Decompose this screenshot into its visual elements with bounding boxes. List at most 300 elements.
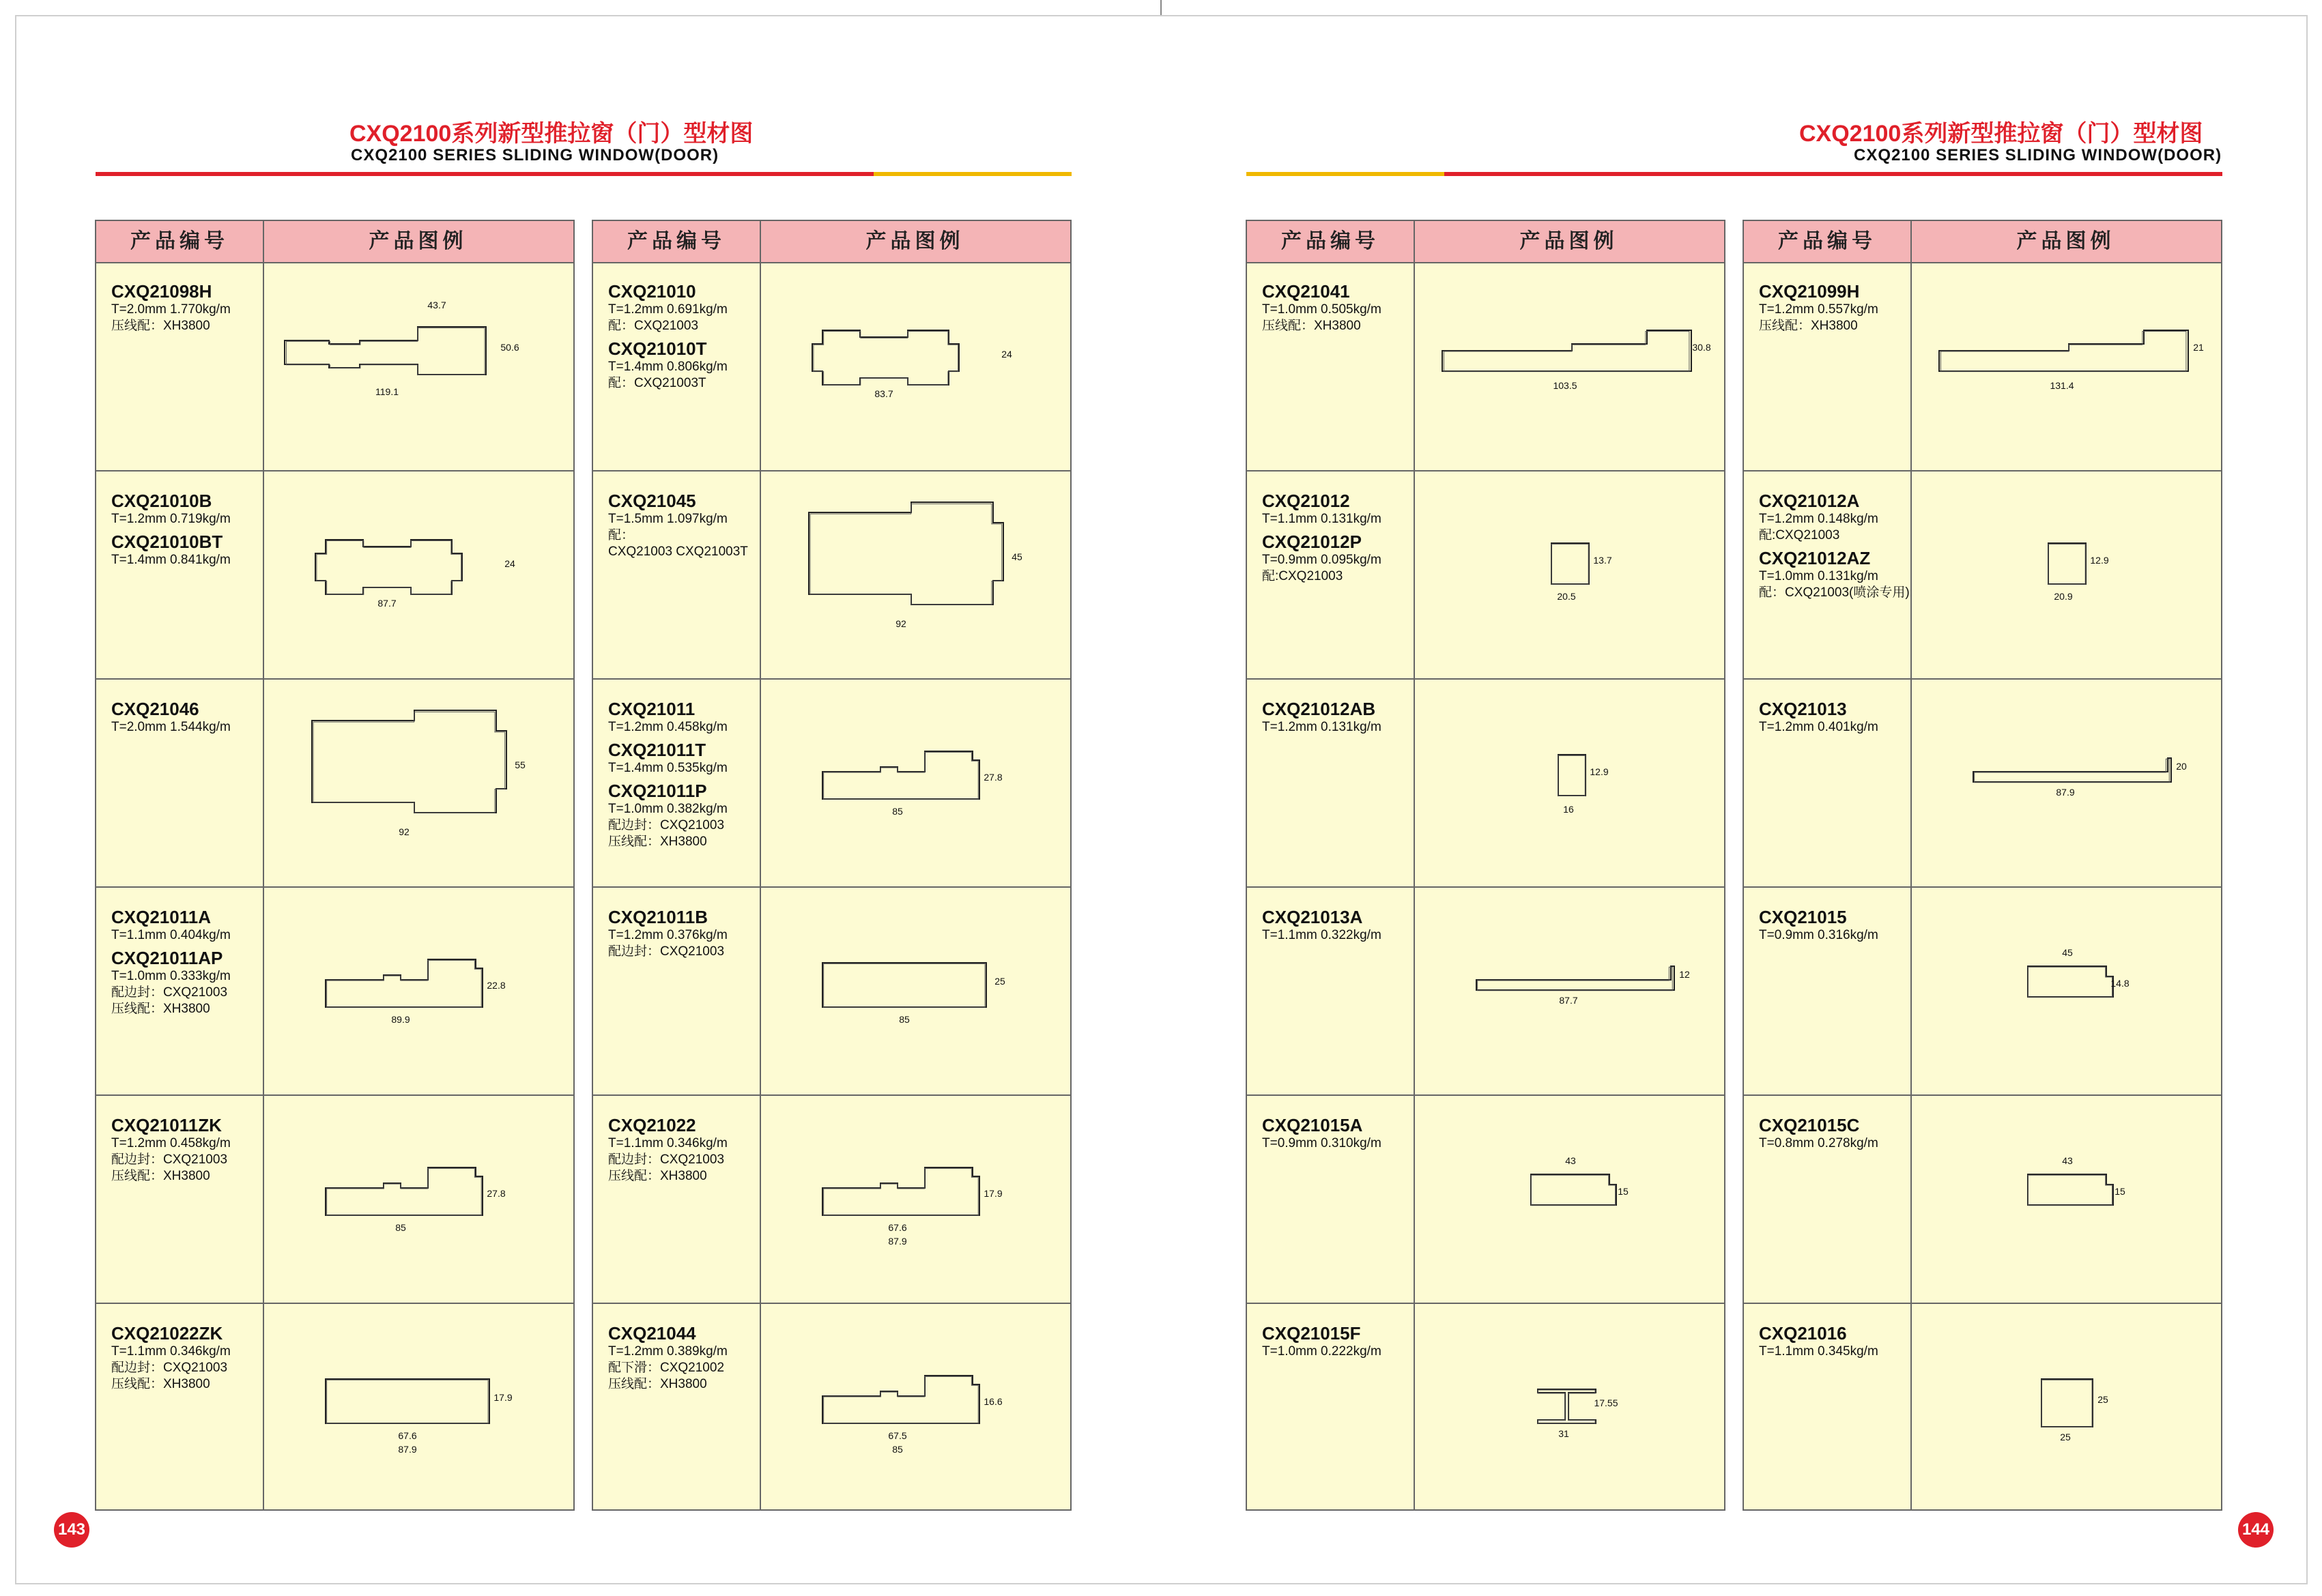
product-spec: 压线配：XH3800 xyxy=(1759,319,1858,333)
dimension-label: 24 xyxy=(1001,349,1012,360)
table-row xyxy=(1744,470,2221,678)
product-code: CXQ21011ZK xyxy=(111,1115,222,1135)
product-code: CXQ21012AZ xyxy=(1759,548,1871,568)
profile-inner-outline xyxy=(2048,544,2085,584)
header-product-code: 产品编号 xyxy=(130,230,229,252)
profile-drawing xyxy=(1415,471,1725,678)
title-underline-red xyxy=(1444,172,2222,176)
header-product-drawing: 产品图例 xyxy=(865,230,964,252)
profile-outline xyxy=(315,540,462,594)
profile-drawing xyxy=(761,1096,1072,1302)
product-spec: 配边封：CXQ21003 xyxy=(608,818,725,832)
header-product-drawing: 产品图例 xyxy=(2016,230,2115,252)
profile-inner-outline xyxy=(1531,1175,1615,1205)
profile-drawing xyxy=(761,888,1072,1094)
product-spec: T=1.0mm 0.333kg/m xyxy=(111,969,231,983)
profile-outline xyxy=(1973,758,2171,782)
product-spec: T=1.2mm 0.376kg/m xyxy=(608,928,728,942)
table-row xyxy=(96,470,573,678)
product-info xyxy=(1759,277,1906,334)
page-title-en: CXQ2100 SERIES SLIDING WINDOW(DOOR) xyxy=(1854,146,2222,164)
dimension-label: 87.7 xyxy=(377,598,397,609)
product-code: CXQ21015F xyxy=(1262,1323,1361,1344)
dimension-label: 92 xyxy=(895,618,906,629)
page-number: 144 xyxy=(2238,1512,2274,1548)
profile-drawing xyxy=(1912,471,2222,678)
dimension-label: 22.8 xyxy=(487,980,506,991)
product-info xyxy=(111,1111,258,1185)
product-info xyxy=(608,487,755,560)
product-spec: T=0.8mm 0.278kg/m xyxy=(1759,1136,1878,1150)
product-spec: T=1.2mm 0.458kg/m xyxy=(111,1136,231,1150)
dimension-label: 12.9 xyxy=(1590,766,1609,777)
page-border-top xyxy=(1161,15,2308,16)
profile-svg xyxy=(264,1096,575,1302)
product-table-4 xyxy=(1743,220,2222,1511)
profile-outline xyxy=(326,1379,489,1423)
header-product-code: 产品编号 xyxy=(1778,230,1876,252)
product-spec: 配边封：CXQ21003 xyxy=(111,1361,228,1375)
profile-drawing xyxy=(1912,1096,2222,1302)
profile-svg xyxy=(761,471,1072,678)
table-row xyxy=(1247,1094,1724,1302)
profile-inner-outline xyxy=(327,1380,488,1423)
profile-svg xyxy=(761,680,1072,886)
profile-svg xyxy=(1415,262,1725,468)
product-spec: T=0.9mm 0.310kg/m xyxy=(1262,1136,1381,1150)
table-row xyxy=(593,1094,1070,1302)
profile-svg xyxy=(761,1096,1072,1302)
table-row xyxy=(593,678,1070,886)
dimension-label: 83.7 xyxy=(874,388,893,399)
product-spec: 配：CXQ21003(喷涂专用) xyxy=(1759,585,1910,600)
product-code: CXQ21010BT xyxy=(111,532,223,552)
dimension-label: 85 xyxy=(899,1014,910,1025)
table-row xyxy=(1744,678,2221,886)
dimension-label: 27.8 xyxy=(487,1188,506,1199)
page-border-bottom xyxy=(15,1583,1162,1584)
profile-inner-outline xyxy=(2041,1380,2092,1427)
dimension-label: 12 xyxy=(1679,969,1690,980)
product-info xyxy=(1262,695,1409,736)
table-row xyxy=(96,1094,573,1302)
product-spec: T=1.2mm 0.458kg/m xyxy=(608,720,728,734)
profile-drawing xyxy=(761,262,1072,468)
dimension-label: 67.6 xyxy=(398,1430,417,1441)
product-table-3 xyxy=(1246,220,1725,1511)
dimension-label: 103.5 xyxy=(1553,380,1577,391)
dimension-label: 85 xyxy=(892,806,903,817)
product-spec: 压线配：XH3800 xyxy=(608,1169,707,1183)
table-row xyxy=(1247,1303,1724,1510)
page-border-top xyxy=(15,15,1162,16)
dimension-label: 43 xyxy=(1565,1155,1576,1166)
profile-drawing xyxy=(1415,1096,1725,1302)
product-code: CXQ21045 xyxy=(608,491,696,511)
product-code: CXQ21046 xyxy=(111,699,199,719)
profile-drawing xyxy=(1415,262,1725,468)
profile-drawing xyxy=(761,471,1072,678)
product-code: CXQ21022 xyxy=(608,1115,696,1135)
profile-inner-outline xyxy=(327,1168,482,1215)
product-code: CXQ21016 xyxy=(1759,1323,1847,1344)
table-row xyxy=(96,262,573,469)
product-spec: T=1.4mm 0.535kg/m xyxy=(608,761,728,775)
profile-drawing xyxy=(1912,1304,2222,1510)
product-code: CXQ21011AP xyxy=(111,948,223,968)
table-row xyxy=(1744,1303,2221,1510)
dimension-label: 16.6 xyxy=(984,1396,1003,1407)
product-info xyxy=(1759,695,1906,736)
product-spec: T=0.9mm 0.316kg/m xyxy=(1759,928,1878,942)
product-info xyxy=(1759,1111,1906,1152)
profile-outline xyxy=(1558,755,1586,796)
product-spec: 配下滑：CXQ21002 xyxy=(608,1361,725,1375)
table-row xyxy=(593,262,1070,469)
product-code: CXQ21012 xyxy=(1262,491,1350,511)
product-code: CXQ21013A xyxy=(1262,907,1363,927)
page-border-bottom xyxy=(1161,1583,2308,1584)
profile-outline xyxy=(812,330,959,385)
dimension-label: 87.9 xyxy=(398,1444,417,1455)
product-info xyxy=(111,277,258,334)
dimension-label: 15 xyxy=(2115,1186,2125,1197)
product-info xyxy=(1262,487,1409,585)
dimension-label: 20 xyxy=(2176,761,2187,772)
profile-inner-outline xyxy=(287,328,485,375)
product-spec: 压线配：XH3800 xyxy=(111,1169,210,1183)
product-code: CXQ21098H xyxy=(111,281,212,302)
profile-svg xyxy=(1415,888,1725,1094)
product-spec: T=1.2mm 0.719kg/m xyxy=(111,512,231,526)
product-code: CXQ21011A xyxy=(111,907,211,927)
product-spec: 压线配：XH3800 xyxy=(608,1377,707,1391)
dimension-label: 31 xyxy=(1558,1428,1569,1439)
profile-drawing xyxy=(1912,262,2222,468)
profile-drawing xyxy=(264,471,575,678)
product-spec: T=1.2mm 0.131kg/m xyxy=(1262,720,1381,734)
profile-outline xyxy=(822,751,979,799)
profile-inner-outline xyxy=(313,712,505,813)
profile-inner-outline xyxy=(824,1376,979,1423)
product-info xyxy=(608,277,755,392)
profile-drawing xyxy=(1415,680,1725,886)
dimension-label: 25 xyxy=(994,976,1005,987)
title-underline-yellow xyxy=(874,172,1072,176)
title-underline-yellow xyxy=(1246,172,1444,176)
table-row xyxy=(1247,262,1724,469)
table-row xyxy=(96,1303,573,1510)
product-spec: 配：CXQ21003 xyxy=(608,319,699,333)
dimension-label: 24 xyxy=(504,558,515,569)
profile-outline xyxy=(822,963,986,1007)
profile-svg xyxy=(264,680,575,886)
header-product-drawing: 产品图例 xyxy=(369,230,468,252)
profile-svg xyxy=(1912,1304,2222,1510)
header-product-code: 产品编号 xyxy=(1281,230,1379,252)
dimension-label: 50.6 xyxy=(500,342,519,353)
table-row xyxy=(96,678,573,886)
product-spec: T=1.1mm 0.131kg/m xyxy=(1262,512,1381,526)
product-code: CXQ21010T xyxy=(608,338,707,359)
table-row xyxy=(593,470,1070,678)
profile-outline xyxy=(822,1376,979,1423)
profile-outline xyxy=(1551,543,1589,584)
profile-svg xyxy=(1415,680,1725,886)
product-code: CXQ21010B xyxy=(111,491,212,511)
profile-svg xyxy=(1912,1096,2222,1302)
profile-svg xyxy=(264,888,575,1094)
product-spec: T=1.4mm 0.806kg/m xyxy=(608,360,728,374)
profile-drawing xyxy=(1912,888,2222,1094)
profile-svg xyxy=(1415,471,1725,678)
profile-drawing xyxy=(1415,888,1725,1094)
product-spec: T=1.0mm 0.382kg/m xyxy=(608,802,728,816)
dimension-label: 15 xyxy=(1618,1186,1629,1197)
profile-outline xyxy=(1939,330,2188,371)
table-header xyxy=(1744,221,2221,263)
product-spec: 配:CXQ21003 xyxy=(1759,528,1840,542)
dimension-label: 17.55 xyxy=(1594,1397,1618,1408)
table-row xyxy=(1744,1094,2221,1302)
profile-outline xyxy=(822,1167,979,1215)
profile-svg xyxy=(1912,888,2222,1094)
product-spec: T=1.2mm 0.691kg/m xyxy=(608,302,728,317)
product-spec: CXQ21003 CXQ21003T xyxy=(608,545,748,559)
product-info xyxy=(608,903,755,960)
dimension-label: 45 xyxy=(1012,551,1022,562)
profile-inner-outline xyxy=(1558,755,1585,796)
product-spec: T=1.0mm 0.505kg/m xyxy=(1262,302,1381,317)
product-code: CXQ21013 xyxy=(1759,699,1847,719)
profile-svg xyxy=(1415,1096,1725,1302)
product-spec: T=1.4mm 0.841kg/m xyxy=(111,553,231,567)
profile-outline xyxy=(1442,330,1691,371)
dimension-label: 13.7 xyxy=(1593,555,1612,566)
dimension-label: 30.8 xyxy=(1692,342,1711,353)
product-code: CXQ21022ZK xyxy=(111,1323,223,1344)
product-info xyxy=(111,903,258,1017)
dimension-label: 45 xyxy=(2062,947,2073,958)
product-spec: T=0.9mm 0.095kg/m xyxy=(1262,553,1381,567)
product-info xyxy=(608,1319,755,1393)
profile-inner-outline xyxy=(824,1168,979,1215)
dimension-label: 87.9 xyxy=(888,1236,907,1247)
product-spec: 压线配：XH3800 xyxy=(111,1002,210,1016)
profile-svg xyxy=(1912,680,2222,886)
table-header xyxy=(593,221,1070,263)
profile-svg xyxy=(264,1304,575,1510)
profile-outline xyxy=(2041,1379,2093,1427)
profile-outline xyxy=(2048,543,2086,584)
dimension-label: 14.8 xyxy=(2110,978,2130,989)
product-info xyxy=(1262,903,1409,944)
profile-drawing xyxy=(264,262,575,468)
dimension-label: 16 xyxy=(1563,804,1574,815)
dimension-label: 92 xyxy=(399,826,410,837)
product-spec: 压线配：XH3800 xyxy=(608,835,707,849)
dimension-label: 85 xyxy=(395,1222,406,1233)
profile-outline xyxy=(809,502,1003,605)
product-spec: 配边封：CXQ21003 xyxy=(111,1152,228,1167)
table-row xyxy=(1744,886,2221,1094)
profile-inner-outline xyxy=(1940,332,2186,372)
profile-svg xyxy=(264,471,575,678)
profile-svg xyxy=(761,1304,1072,1510)
profile-inner-outline xyxy=(814,332,958,386)
product-code: CXQ21015C xyxy=(1759,1115,1860,1135)
dimension-label: 17.9 xyxy=(984,1188,1003,1199)
profile-drawing xyxy=(264,1096,575,1302)
dimension-label: 55 xyxy=(515,759,526,770)
table-header xyxy=(96,221,573,263)
profile-drawing xyxy=(761,1304,1072,1510)
product-spec: 配边封：CXQ21003 xyxy=(608,944,725,959)
dimension-label: 85 xyxy=(892,1444,903,1455)
table-row xyxy=(1247,678,1724,886)
product-spec: T=2.0mm 1.770kg/m xyxy=(111,302,231,317)
dimension-label: 87.9 xyxy=(2056,787,2075,798)
product-spec: 压线配：XH3800 xyxy=(111,319,210,333)
page-title-cn: CXQ2100系列新型推拉窗（门）型材图 xyxy=(1799,121,2203,147)
header-product-code: 产品编号 xyxy=(627,230,726,252)
right-page xyxy=(1161,0,2322,1596)
dimension-label: 43.7 xyxy=(427,300,446,310)
profile-inner-outline xyxy=(2028,967,2112,997)
dimension-label: 67.5 xyxy=(888,1430,907,1441)
profile-svg xyxy=(1912,262,2222,468)
profile-inner-outline xyxy=(824,963,985,1007)
profile-inner-outline xyxy=(327,960,482,1007)
product-table-1 xyxy=(95,220,575,1511)
profile-drawing xyxy=(264,680,575,886)
product-info xyxy=(1262,1319,1409,1360)
dimension-label: 25 xyxy=(2060,1432,2071,1442)
product-code: CXQ21011P xyxy=(608,781,707,801)
profile-inner-outline xyxy=(1478,967,1673,990)
product-info xyxy=(608,1111,755,1185)
profile-inner-outline xyxy=(1551,544,1588,584)
dimension-label: 43 xyxy=(2062,1155,2073,1166)
profile-inner-outline xyxy=(810,504,1002,605)
table-row xyxy=(1247,886,1724,1094)
profile-inner-outline xyxy=(1444,332,1689,372)
profile-drawing xyxy=(761,680,1072,886)
product-code: CXQ21099H xyxy=(1759,281,1860,302)
product-info xyxy=(1262,277,1409,334)
dimension-label: 20.9 xyxy=(2054,591,2073,602)
profile-drawing xyxy=(1912,680,2222,886)
profile-svg xyxy=(761,888,1072,1094)
profile-drawing xyxy=(264,1304,575,1510)
product-spec: T=1.2mm 0.557kg/m xyxy=(1759,302,1878,317)
dimension-label: 119.1 xyxy=(375,386,399,397)
dimension-label: 67.6 xyxy=(888,1222,907,1233)
product-info xyxy=(111,695,258,736)
product-spec: 配： xyxy=(608,528,635,542)
profile-outline xyxy=(2028,966,2113,997)
product-code: CXQ21010 xyxy=(608,281,696,302)
header-product-drawing: 产品图例 xyxy=(1519,230,1618,252)
product-info xyxy=(1759,487,1910,601)
product-info xyxy=(1759,1319,1906,1360)
profile-inner-outline xyxy=(1975,759,2170,782)
product-spec: T=1.1mm 0.345kg/m xyxy=(1759,1344,1878,1359)
profile-outline xyxy=(2028,1174,2113,1205)
dimension-label: 89.9 xyxy=(391,1014,410,1025)
product-spec: T=1.2mm 0.148kg/m xyxy=(1759,512,1878,526)
page-border-left xyxy=(15,15,16,1584)
dimension-label: 20.5 xyxy=(1557,591,1576,602)
profile-outline xyxy=(1531,1174,1616,1205)
product-spec: T=1.2mm 0.401kg/m xyxy=(1759,720,1878,734)
profile-drawing xyxy=(264,888,575,1094)
product-code: CXQ21041 xyxy=(1262,281,1350,302)
profile-outline xyxy=(285,327,486,375)
product-spec: 配边封：CXQ21003 xyxy=(111,985,228,1000)
profile-outline xyxy=(312,710,506,813)
product-table-2 xyxy=(592,220,1072,1511)
profile-svg xyxy=(1415,1304,1725,1510)
dimension-label: 21 xyxy=(2193,342,2204,353)
product-code: CXQ21012A xyxy=(1759,491,1860,511)
product-spec: 配：CXQ21003T xyxy=(608,376,706,390)
product-spec: 压线配：XH3800 xyxy=(111,1377,210,1391)
profile-svg xyxy=(1912,471,2222,678)
product-info xyxy=(1262,1111,1409,1152)
table-row xyxy=(593,1303,1070,1510)
profile-inner-outline xyxy=(2028,1175,2112,1205)
product-code: CXQ21012P xyxy=(1262,532,1362,552)
profile-svg xyxy=(264,262,575,468)
profile-inner-outline xyxy=(317,541,461,595)
dimension-label: 12.9 xyxy=(2090,555,2109,566)
profile-inner-outline xyxy=(1538,1390,1595,1423)
product-spec: T=1.1mm 0.346kg/m xyxy=(608,1136,728,1150)
product-spec: T=1.1mm 0.404kg/m xyxy=(111,928,231,942)
profile-svg xyxy=(761,262,1072,468)
profile-outline xyxy=(1538,1389,1596,1423)
product-code: CXQ21011 xyxy=(608,699,696,719)
table-row xyxy=(96,886,573,1094)
page-title-cn: CXQ2100系列新型推拉窗（门）型材图 xyxy=(349,121,754,147)
product-info xyxy=(1759,903,1906,944)
table-row xyxy=(1744,262,2221,469)
product-spec: T=1.1mm 0.346kg/m xyxy=(111,1344,231,1359)
profile-outline xyxy=(326,1167,483,1215)
profile-drawing xyxy=(1415,1304,1725,1510)
title-underline-red xyxy=(96,172,874,176)
dimension-label: 27.8 xyxy=(984,772,1003,783)
product-code: CXQ21012AB xyxy=(1262,699,1376,719)
page-title-en: CXQ2100 SERIES SLIDING WINDOW(DOOR) xyxy=(351,146,719,164)
profile-inner-outline xyxy=(824,752,979,799)
product-spec: T=1.2mm 0.389kg/m xyxy=(608,1344,728,1359)
product-spec: T=1.5mm 1.097kg/m xyxy=(608,512,728,526)
product-info xyxy=(111,487,258,568)
product-info xyxy=(608,695,755,850)
table-header xyxy=(1247,221,1724,263)
product-spec: 压线配：XH3800 xyxy=(1262,319,1361,333)
product-spec: T=1.0mm 0.131kg/m xyxy=(1759,569,1878,583)
product-spec: 配:CXQ21003 xyxy=(1262,569,1343,583)
table-row xyxy=(1247,470,1724,678)
product-code: CXQ21015A xyxy=(1262,1115,1363,1135)
product-code: CXQ21044 xyxy=(608,1323,696,1344)
product-spec: T=1.1mm 0.322kg/m xyxy=(1262,928,1381,942)
page-border-right xyxy=(2306,15,2308,1584)
page-number: 143 xyxy=(54,1512,89,1548)
